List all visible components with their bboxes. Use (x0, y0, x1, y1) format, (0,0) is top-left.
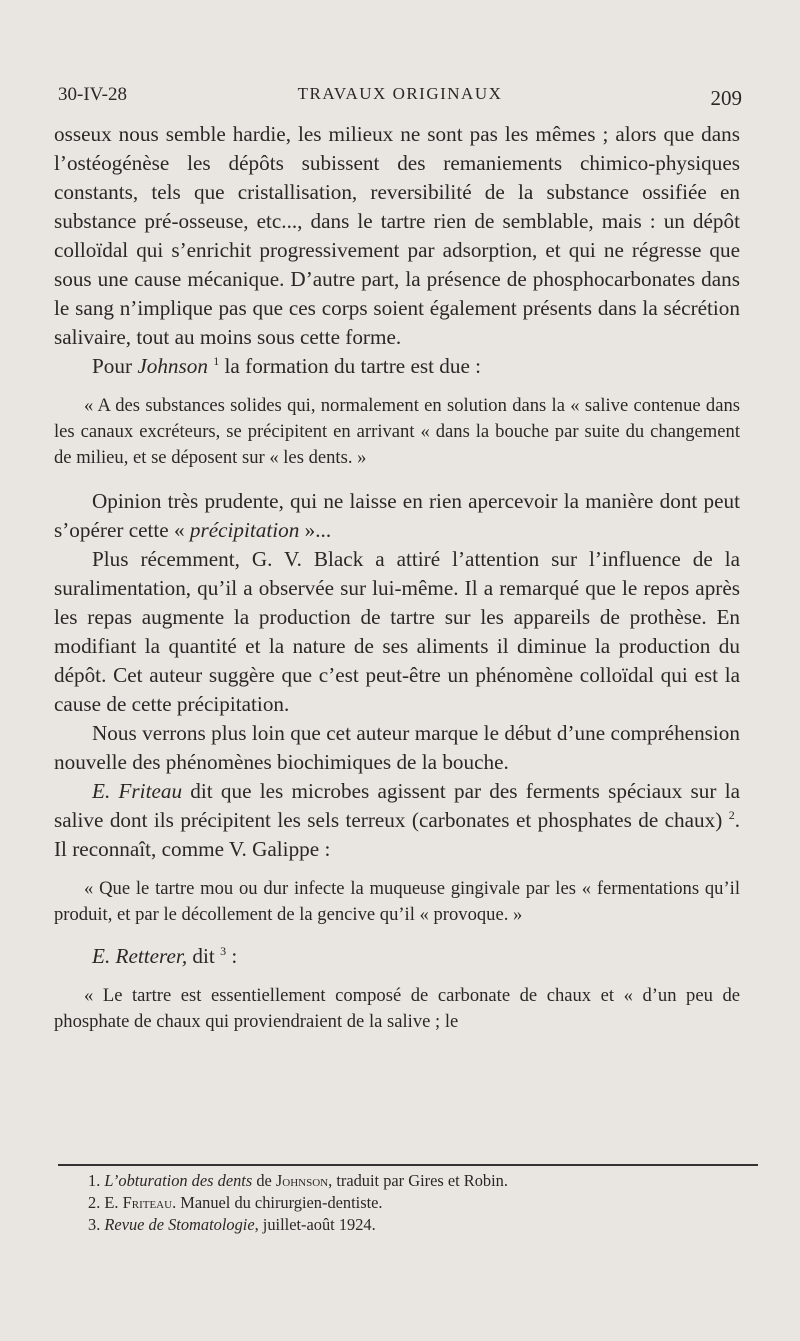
footnote: 1. L’obturation des dents de Johnson, traduit par Gires et Robin. (88, 1171, 508, 1190)
author-name: E. Retterer, (92, 944, 188, 968)
paragraph: E. Friteau dit que les microbes agissent par des ferments spéciaux sur la salive dont ils précipitent les sels terreux (carbonates et phosphates de chaux) $^2$. Il reconnaît, comme V. Galippe : (54, 779, 740, 861)
block-quote: « Que le tartre mou ou dur infecte la muqueuse gingivale par les « fermentations qu’il produit, et par le décollement de la gencive qu’il « provoque. » (54, 878, 740, 925)
block-quote: « Le tartre est essentiellement composé de carbonate de chaux et « d’un peu de phosphate de chaux qui proviendraient de la salive ; le (54, 985, 740, 1032)
block-quote: « A des substances solides qui, normalement en solution dans la « salive contenue dans les canaux excréteurs, se précipitent en arrivant « dans la bouche par suite du changement de milieu, et se déposent sur « les dents. » (54, 395, 740, 468)
header-title: TRAVAUX ORIGINAUX (297, 84, 503, 103)
paragraph: Plus récemment, G. V. Black a attiré l’attention sur l’influence de la suralimentation, qu’il a observée sur lui-même. Il a remarqué que le repos après les repas augmente la production de tartre sur les appareils de prothèse. En modifiant la quantité et la nature de ses aliments il diminue la production du dépôt. Cet auteur suggère que c’est peut-être un phénomène colloïdal qui est la cause de cette précipitation. (54, 547, 740, 716)
page-number: 209 (710, 86, 742, 110)
emphasis: précipitation (189, 518, 300, 542)
running-header (58, 84, 742, 112)
author-name: Johnson (137, 354, 208, 378)
author-name: E. Friteau (92, 779, 183, 803)
footnote: 2. E. Friteau. Manuel du chirurgien-dentiste. (88, 1193, 383, 1212)
footnotes (88, 1170, 748, 1236)
footnote: 3. Revue de Stomatologie, juillet-août 1924. (88, 1215, 376, 1234)
footnote-ref: 1 (213, 353, 220, 368)
paragraph: osseux nous semble hardie, les milieux ne sont pas les mêmes ; alors que dans l’ostéogénèse les dépôts subissent des remaniements chimico-physiques constants, tels que cristallisation, reversibilité de la substance ossifiée en substance pré-osseuse, etc..., dans le tartre rien de semblable, mais : un dépôt colloïdal qui s’enrichit progressivement par adsorption, et qui ne régresse que sous une cause mécanique. D’autre part, la présence de phosphocarbonates dans le sang n’implique pas que ces corps soient également présents dans la sécrétion salivaire, tout au moins sous cette forme. (54, 122, 740, 349)
body-text (54, 120, 740, 1049)
paragraph: E. Retterer, dit $^3$ : (92, 943, 238, 968)
footnote-ref: 3 (220, 943, 227, 958)
footnote-divider (58, 1164, 758, 1166)
footnote-ref: 2 (728, 807, 735, 822)
paragraph: Opinion très prudente, qui ne laisse en rien apercevoir la manière dont peut s’opérer cette « précipitation »... (54, 489, 740, 542)
paragraph: Nous verrons plus loin que cet auteur marque le début d’une compréhension nouvelle des phénomènes biochimiques de la bouche. (54, 721, 740, 774)
paragraph: Pour Johnson $^1$ la formation du tartre est due : (92, 353, 482, 378)
header-date: 30-IV-28 (58, 84, 127, 105)
